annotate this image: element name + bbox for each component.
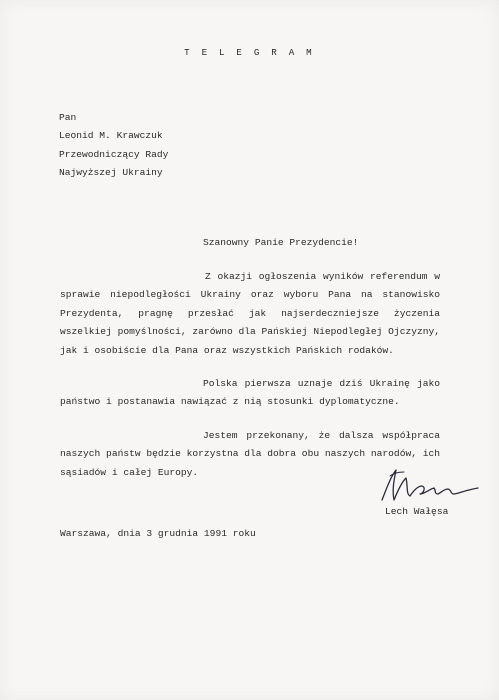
- addressee-line-position: Przewodniczący Rady: [59, 148, 169, 160]
- place-and-date: Warszawa, dnia 3 grudnia 1991 roku: [60, 528, 256, 539]
- addressee-line-salutation: Pan: [59, 112, 77, 123]
- salutation: Szanowny Panie Prezydencie!: [203, 237, 359, 248]
- paragraph-congratulations: Z okazji ogłoszenia wyników referendum w sprawie niepodległości Ukrainy oraz wyboru Pana na stanowisko Prezydenta, pragnę przesłać jak najserdeczniejsze życzenia wszelkiej pomyślności, zarówno dla Pańskiej Niepodległej Ojczyzny, jak i osobiście dla Pana oraz wszystkich Pańskich rodaków.: [60, 271, 440, 356]
- addressee-line-name: Leonid M. Krawczuk: [59, 130, 163, 142]
- handwritten-signature: [372, 460, 484, 506]
- paragraph-cooperation: Jestem przekonany, że dalsza współpraca naszych państw będzie korzystna dla dobra obu naszych narodów, ich sąsiadów i całej Europy.: [60, 429, 440, 478]
- addressee-block: [59, 109, 168, 183]
- addressee-line-institution: Najwyższej Ukrainy: [59, 167, 163, 179]
- paragraph-recognition: Polska pierwsza uznaje dziś Ukrainę jako państwo i postanawia nawiązać z nią stosunki dyplomatyczne.: [60, 378, 440, 408]
- signer-name: Lech Wałęsa: [385, 506, 449, 517]
- document-title: T E L E G R A M: [184, 47, 315, 58]
